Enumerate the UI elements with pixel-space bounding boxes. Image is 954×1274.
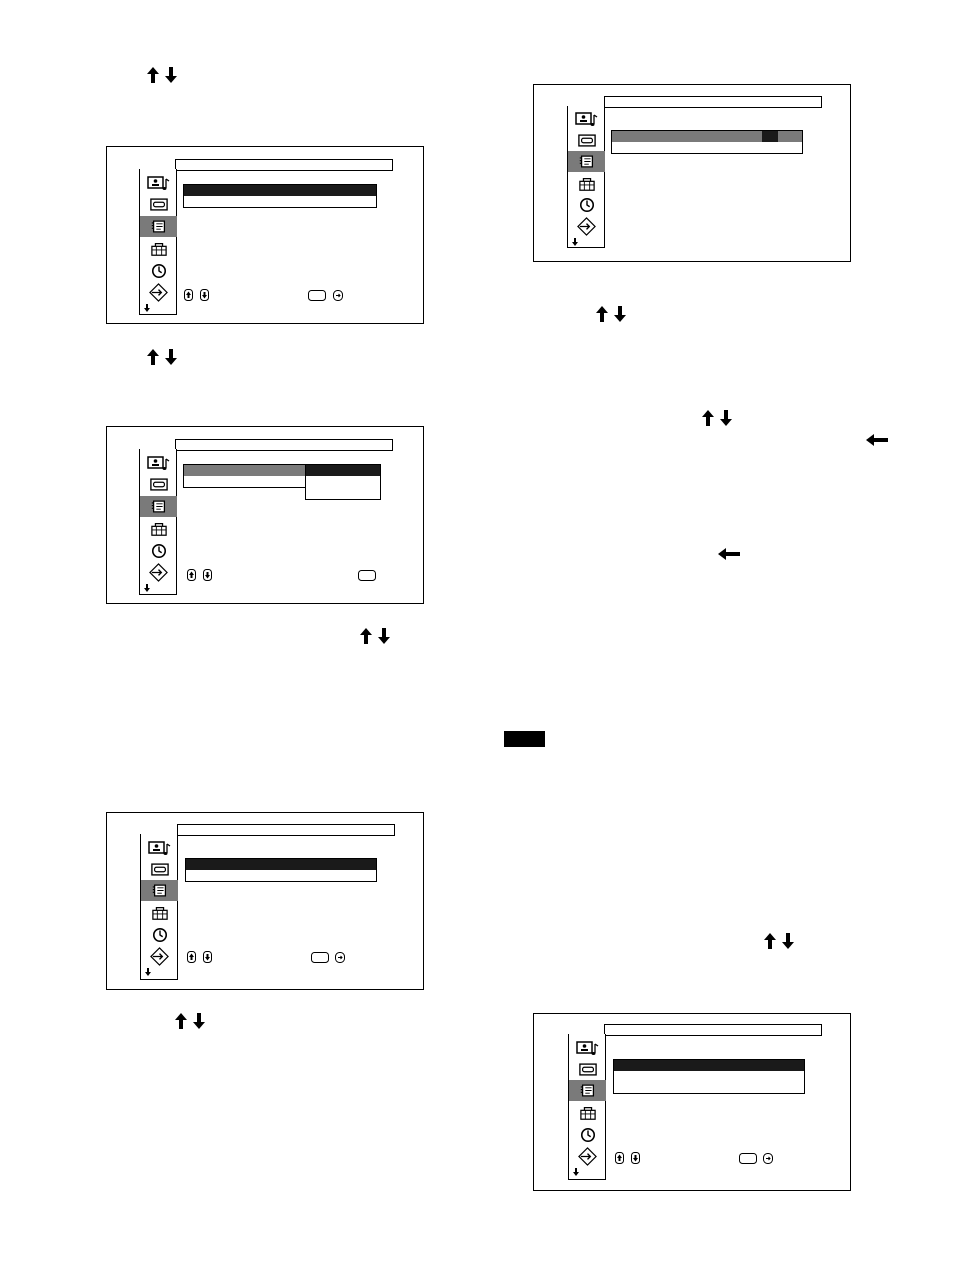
up-button-icon (187, 951, 196, 963)
option-popup (305, 464, 381, 500)
menu-title-bar (604, 96, 822, 108)
menu-item-timer[interactable] (568, 194, 605, 215)
up-down-arrow-icon (147, 348, 179, 366)
menu-item-picture[interactable] (140, 453, 177, 474)
setup-icon (150, 218, 168, 235)
input-icon (150, 947, 169, 966)
down-button-icon (200, 289, 209, 301)
menu-screen (533, 84, 851, 262)
menu-title-bar (175, 439, 393, 451)
menu-item-input[interactable] (140, 282, 177, 303)
menu-item-screen[interactable] (140, 474, 177, 495)
clock-icon (152, 927, 168, 943)
scroll-down-icon (145, 968, 151, 976)
installation-icon (150, 241, 168, 257)
up-down-arrow-icon (764, 932, 796, 950)
menu-item-setup[interactable] (568, 151, 605, 172)
menu-button-icon (358, 570, 376, 581)
menu-item-installation[interactable] (140, 518, 177, 539)
picture-sound-icon (576, 1041, 600, 1057)
up-down-arrow-icon (702, 409, 734, 427)
scroll-down-icon (572, 238, 578, 246)
down-button-icon (203, 951, 212, 963)
setup-icon (579, 1082, 597, 1099)
clock-icon (151, 263, 167, 279)
up-down-arrow-icon (147, 66, 179, 84)
screen-icon (151, 863, 169, 876)
setup-icon (151, 882, 169, 899)
menu-screen (533, 1013, 851, 1191)
menu-option-selected[interactable] (612, 131, 802, 142)
menu-option-selected[interactable] (184, 185, 376, 196)
up-button-icon (615, 1152, 624, 1164)
setup-icon (150, 498, 168, 515)
picture-sound-icon (147, 456, 171, 472)
down-button-icon (203, 569, 212, 581)
menu-item-picture[interactable] (568, 109, 605, 130)
left-arrow-icon (866, 433, 890, 451)
menu-title-bar (604, 1024, 822, 1036)
menu-item-input[interactable] (569, 1146, 606, 1167)
screen-icon (150, 478, 168, 491)
value-cursor (762, 131, 778, 142)
menu-item-picture[interactable] (141, 838, 178, 859)
left-arrow-icon (718, 547, 742, 565)
installation-icon (579, 1105, 597, 1121)
menu-item-timer[interactable] (140, 540, 177, 561)
menu-item-input[interactable] (140, 562, 177, 583)
enter-button-icon (335, 952, 345, 963)
menu-item-setup[interactable] (140, 496, 177, 517)
menu-icon-column (139, 449, 177, 595)
menu-button-icon (308, 290, 326, 301)
clock-icon (579, 197, 595, 213)
menu-item-picture[interactable] (569, 1038, 606, 1059)
menu-item-screen[interactable] (568, 130, 605, 151)
scroll-down-icon (573, 1168, 579, 1176)
scroll-down-icon (144, 584, 150, 592)
menu-item-setup[interactable] (141, 880, 178, 901)
menu-title-bar (175, 159, 393, 171)
menu-item-setup[interactable] (140, 216, 177, 237)
menu-option-box (613, 1059, 805, 1094)
menu-item-installation[interactable] (569, 1102, 606, 1123)
scroll-down-icon (144, 304, 150, 312)
picture-sound-icon (148, 841, 172, 857)
input-icon (578, 1147, 597, 1166)
menu-icon-column (567, 106, 605, 248)
menu-item-screen[interactable] (140, 194, 177, 215)
picture-sound-icon (147, 176, 171, 192)
popup-option-selected[interactable] (306, 465, 380, 476)
screen-icon (578, 134, 596, 147)
up-down-arrow-icon (360, 627, 392, 645)
installation-icon (150, 521, 168, 537)
menu-screen (106, 146, 424, 324)
installation-icon (578, 176, 596, 192)
menu-option-selected[interactable] (186, 859, 376, 870)
menu-icon-column (568, 1034, 606, 1180)
menu-item-timer[interactable] (569, 1124, 606, 1145)
clock-icon (151, 543, 167, 559)
up-button-icon (187, 569, 196, 581)
menu-icon-column (140, 834, 178, 980)
screen-icon (579, 1063, 597, 1076)
menu-screen (106, 812, 424, 990)
input-icon (149, 563, 168, 582)
menu-item-timer[interactable] (140, 260, 177, 281)
menu-option-selected[interactable] (614, 1060, 804, 1071)
clock-icon (580, 1127, 596, 1143)
picture-sound-icon (575, 112, 599, 128)
down-button-icon (631, 1152, 640, 1164)
menu-item-installation[interactable] (568, 173, 605, 194)
menu-item-input[interactable] (568, 216, 605, 237)
menu-title-bar (177, 824, 395, 836)
menu-icon-column (139, 169, 177, 315)
input-icon (149, 283, 168, 302)
menu-item-timer[interactable] (141, 924, 178, 945)
menu-option-box (185, 858, 377, 882)
menu-item-installation[interactable] (141, 902, 178, 923)
menu-button-icon (739, 1153, 757, 1164)
up-down-arrow-icon (175, 1012, 207, 1030)
input-icon (577, 217, 596, 236)
menu-option-box (183, 184, 377, 208)
menu-item-input[interactable] (141, 946, 178, 967)
menu-item-installation[interactable] (140, 238, 177, 259)
menu-option-box (611, 130, 803, 154)
installation-icon (151, 905, 169, 921)
note-badge (504, 731, 545, 747)
up-down-arrow-icon (596, 305, 628, 323)
menu-item-setup[interactable] (569, 1080, 606, 1101)
screen-icon (150, 198, 168, 211)
menu-screen (106, 426, 424, 604)
menu-button-icon (311, 952, 329, 963)
menu-item-screen[interactable] (569, 1059, 606, 1080)
menu-item-screen[interactable] (141, 859, 178, 880)
setup-icon (578, 153, 596, 170)
menu-item-picture[interactable] (140, 173, 177, 194)
up-button-icon (184, 289, 193, 301)
enter-button-icon (763, 1153, 773, 1164)
enter-button-icon (333, 290, 343, 301)
